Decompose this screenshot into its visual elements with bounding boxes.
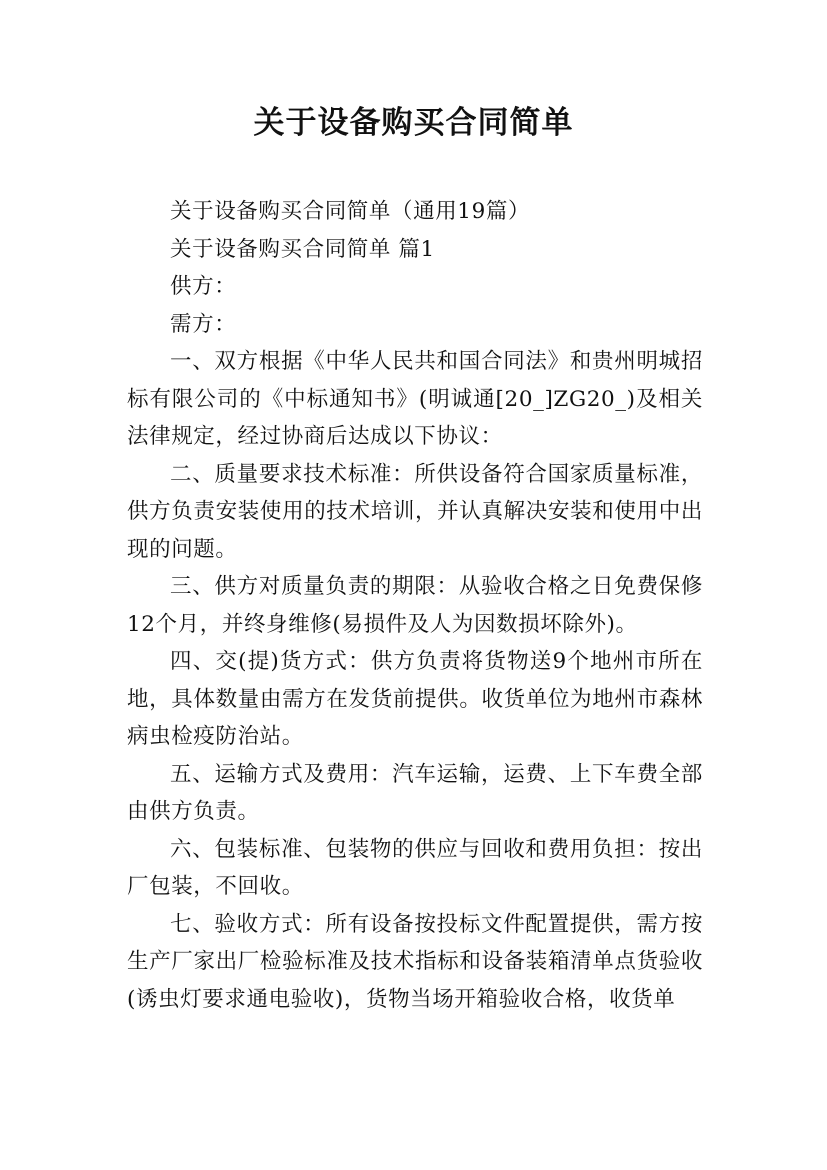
- paragraph-clause-7: 七、验收方式：所有设备按投标文件配置提供，需方按生产厂家出厂检验标准及技术指标和设备装箱清单点货验收(诱虫灯要求通电验收)，货物当场开箱验收合格，收货单: [127, 911, 703, 1012]
- paragraph-clause-1: 一、双方根据《中华人民共和国合同法》和贵州明城招标有限公司的《中标通知书》(明诚通[20_]ZG20_)及相关法律规定，经过协商后达成以下协议：: [127, 349, 703, 449]
- paragraph-clause-5: 五、运输方式及费用：汽车运输，运费、上下车费全部由供方负责。: [127, 761, 703, 824]
- paragraph-supplier: 供方：: [170, 274, 237, 299]
- paragraph-buyer: 需方：: [170, 311, 237, 337]
- paragraph-clause-4: 四、交(提)货方式：供方负责将货物送9个地州市所在地，具体数量由需方在发货前提供。收货单位为地州市森林病虫检疫防治站。: [127, 649, 703, 749]
- paragraph-section-heading: 关于设备购买合同简单 篇1: [170, 236, 435, 262]
- document-body: [127, 193, 703, 1018]
- paragraph-clause-3: 三、供方对质量负责的期限：从验收合格之日免费保修12个月，并终身维修(易损件及人为因数损坏除外)。: [127, 574, 703, 637]
- paragraph-subtitle: 关于设备购买合同简单（通用19篇）: [170, 199, 531, 224]
- paragraph-clause-6: 六、包装标准、包装物的供应与回收和费用负担：按出厂包装，不回收。: [127, 836, 703, 899]
- paragraph-clause-2: 二、质量要求技术标准：所供设备符合国家质量标准，供方负责安装使用的技术培训，并认真解决安装和使用中出现的问题。: [127, 461, 703, 562]
- document-title: 关于设备购买合同简单: [253, 105, 574, 141]
